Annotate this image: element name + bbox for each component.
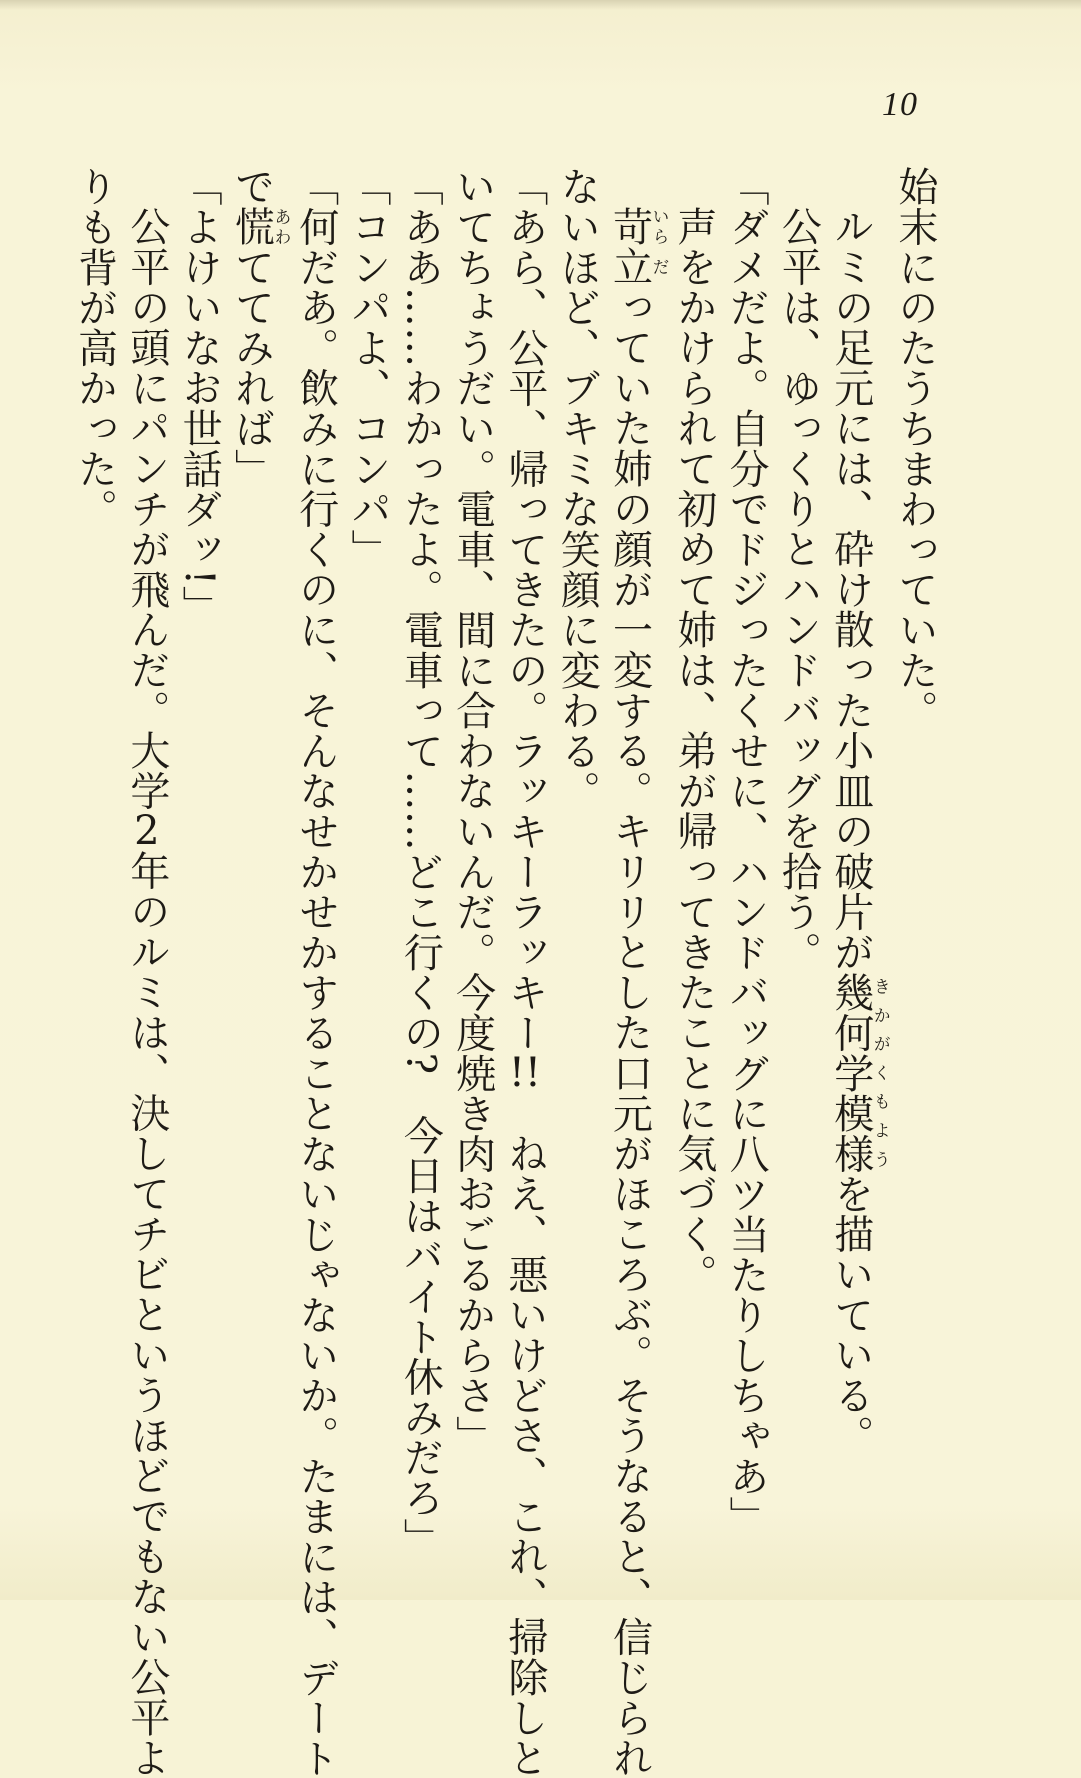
text-line-5: 声をかけられて初めて姉は、弟が帰ってきたことに気づく。	[670, 206, 717, 1295]
page-number: 10	[882, 86, 918, 123]
text-line-7: ないほど、ブキミな笑顔に変わる。	[554, 166, 601, 811]
text-line-13: で慌あわててみれば」	[228, 166, 291, 489]
text-line-10: 「ああ……わかったよ。電車って……どこ行くの? 今日はバイト休みだろ」	[397, 166, 444, 1558]
text-line-4: 「ダメだよ。自分でドジったくせに、ハンドバッグに八ツ当たりしちゃあ」	[723, 166, 770, 1537]
text-line-6: 苛いら立だっていた姉の顔が一変する。キリリとした口元がほころぶ。そうなると、信じられ	[606, 206, 669, 1778]
ruby-kikagaku-moyou: 幾何学模様きかがくもよう	[827, 971, 890, 1174]
ruby-ira: 苛いら	[606, 206, 669, 247]
text-line-16: りも背が高かった。	[71, 166, 118, 529]
text-line-11: 「コンパよ、コンパ」	[345, 166, 392, 569]
text-line-15: 公平の頭にパンチが飛んだ。大学2年のルミは、決してチビというほどでもない公平よ	[123, 206, 170, 1778]
text-line-8: 「あら、公平、帰ってきたの。ラッキーラッキー!! ねえ、悪いけどさ、これ、掃除しと	[501, 166, 548, 1778]
text-line-12: 「何だあ。飲みに行くのに、そんなせかせかすることないじゃないか。たまには、デート	[292, 166, 339, 1778]
text-line-3: 公平は、ゆっくりとハンドバッグを拾う。	[775, 206, 822, 972]
body-text	[68, 166, 941, 1778]
text-line-2: ルミの足元には、砕け散った小皿の破片が幾何学模様きかがくもようを描いている。	[827, 206, 890, 1456]
ruby-da: 立だ	[606, 246, 669, 287]
text-line-9: いてちょうだい。電車、間に合わないんだ。今度焼き肉おごるからさ」	[449, 166, 496, 1456]
text-line-1: 始末にのたうちまわっていた。	[892, 166, 938, 731]
ruby-awa: 慌あわ	[228, 206, 291, 247]
text-line-14: 「よけいなお世話ダッ!」	[176, 166, 223, 626]
